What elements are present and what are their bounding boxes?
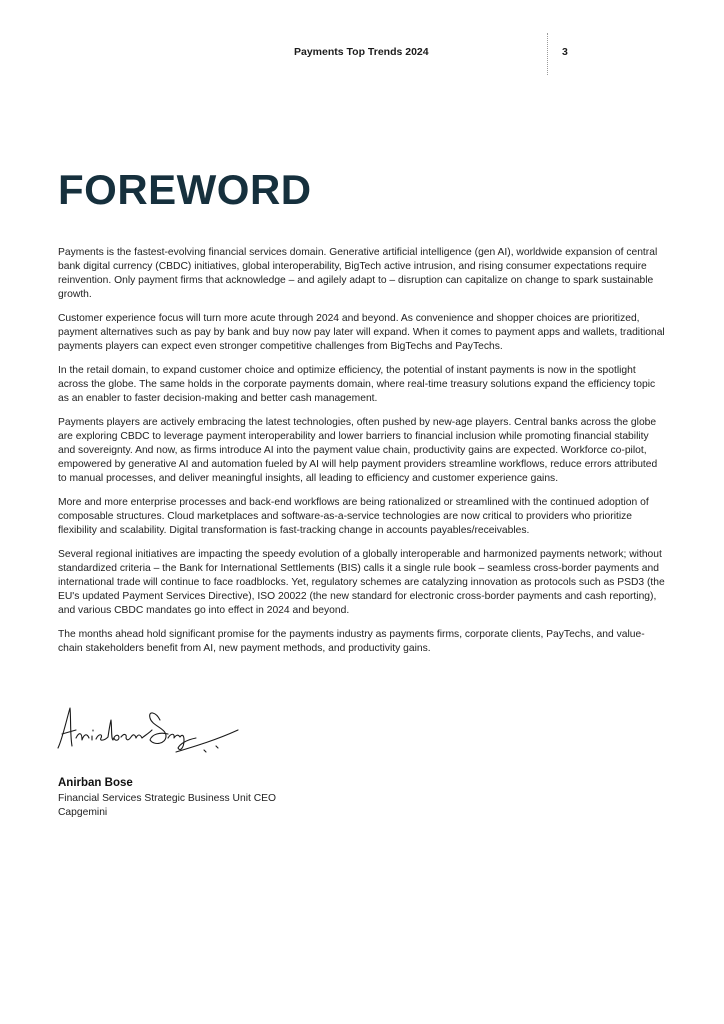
paragraph: The months ahead hold significant promise for the payments industry as payments firms, corporate clients, PayTechs, and value-chain stakeholders benefit from AI, new payment methods, and productivity gains. [58,629,645,654]
paragraph: Several regional initiatives are impacting the speedy evolution of a globally interoperable and harmonized payments network; without standardized criteria – the Bank for International Settlements (BIS) calls it a single rule book – seamless cross-border payments and international trade will continue to face roadblocks. Yet, regulatory schemes are catalyzing innovation as protocols such as PSD3 (the EU's updated Payment Services Directive), ISO 20022 (the new standard for electronic cross-border payments and cash reporting), and various CBDC mandates go into effect in 2024 and beyond. [58,549,665,616]
paragraph: Customer experience focus will turn more acute through 2024 and beyond. As convenience and shopper choices are prioritized, payment alternatives such as pay by bank and buy now pay later will expand. When it comes to payment apps and wallets, traditional payments players can expect even stronger competitive challenges from BigTechs and PayTechs. [58,313,665,352]
foreword-body [58,246,668,666]
document-title: Payments Top Trends 2024 [294,46,429,58]
paragraph: Payments players are actively embracing the latest technologies, often pushed by new-age players. Central banks across the globe are exploring CBDC to leverage payment interoperability and lower barriers to financial inclusion while promoting financial stability and sovereignty. And now, as firms introduce AI into the payment value chain, productivity gains are expected. Workforce co-pilot, empowered by generative AI and automation fueled by AI will help payment providers streamline workflows, reduce errors attributed to manual processes, and deliver meaningful insights, all leading to efficiency and customer experience gains. [58,417,658,484]
signatory-role: Financial Services Strategic Business Unit CEO [58,793,277,804]
signatory-name: Anirban Bose [58,777,133,789]
page-title: FOREWORD [58,166,312,213]
header-divider [547,33,548,75]
signatory-company: Capgemini [58,807,108,818]
paragraph: In the retail domain, to expand customer choice and optimize efficiency, the potential of instant payments is now in the spotlight across the globe. The same holds in the corporate payments domain, where real-time treasury solutions expand the efficiency topic as an enabler to faster decision-making and better cash management. [58,365,656,404]
handwritten-signature [56,700,246,768]
paragraph: More and more enterprise processes and back-end workflows are being rationalized or streamlined with the continued adoption of composable structures. Cloud marketplaces and software-as-a-service technologies are now critical to providers who prioritize flexibility and scalability. Digital transformation is fast-tracking change in accounts payables/receivables. [58,497,649,536]
paragraph: Payments is the fastest-evolving financial services domain. Generative artificial intelligence (gen AI), worldwide expansion of central bank digital currency (CBDC) initiatives, global interoperability, BigTech active intrusion, and rising consumer expectations require reinvention. Only payment firms that acknowledge – and agilely adapt to – disruption can capitalize on change to spark sustainable growth. [58,247,658,300]
page-number: 3 [562,46,568,58]
